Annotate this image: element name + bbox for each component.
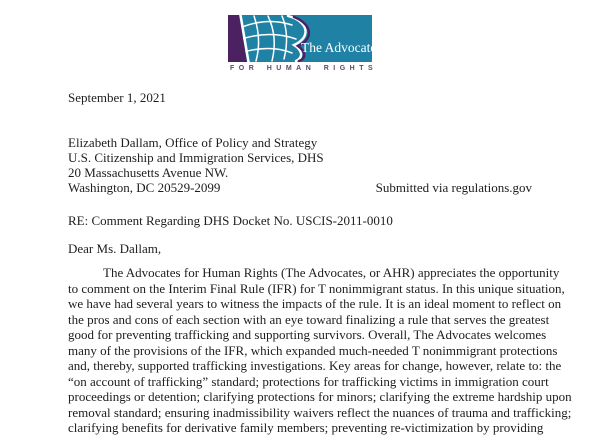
body-line: good for preventing trafficking and supporting survivors. Overall, The Advocates welcomes — [68, 327, 547, 342]
date-line: September 1, 2021 — [68, 90, 166, 105]
body-line: many of the provisions of the IFR, which expanded much-needed T nonimmigrant protections — [68, 342, 558, 358]
letter-body — [68, 265, 572, 436]
recipient-line: 20 Massachusetts Avenue NW. — [68, 165, 229, 180]
body-line: we have had several years to witness the impacts of the rule. It is an ideal moment to reflect on — [68, 296, 562, 311]
submission-note: Submitted via regulations.gov — [375, 180, 532, 195]
body-line: The Advocates for Human Rights (The Advocates, or AHR) appreciates the opportunity — [103, 265, 560, 280]
salutation: Dear Ms. Dallam, — [68, 241, 162, 256]
org-logo — [228, 15, 382, 72]
body-line: proceedings or detention; clarifying protections for minors; clarifying the extreme hardship upon — [68, 389, 572, 404]
body-line: “on account of trafficking” standard; protections for trafficking victims in immigration court — [68, 373, 549, 389]
body-line: to comment on the Interim Final Rule (IFR) for T nonimmigrant status. In this unique situation, — [68, 280, 565, 296]
body-line: the pros and cons of each section with an eye toward finalizing a rule that serves the greatest — [68, 311, 550, 327]
logo-wordmark: The Advocates — [301, 40, 382, 55]
logo-tagline: FOR HUMAN RIGHTS — [230, 65, 378, 72]
recipient-line: Washington, DC 20529-2099 — [68, 180, 221, 195]
recipient-address — [68, 135, 324, 195]
recipient-line: Elizabeth Dallam, Office of Policy and Strategy — [68, 135, 318, 150]
body-line: and, thereby, supported trafficking investigations. Key areas for change, however, relate to: the — [68, 358, 562, 373]
logo-banner — [228, 15, 382, 62]
subject-line: RE: Comment Regarding DHS Docket No. USCIS-2011-0010 — [68, 213, 393, 228]
recipient-line: U.S. Citizenship and Immigration Services, DHS — [68, 150, 324, 165]
body-line: removal standard; ensuring inadmissibility waivers reflect the nuances of trauma and trafficking; — [68, 404, 572, 420]
body-line: clarifying benefits for derivative family members; preventing re-victimization by providing — [68, 420, 544, 435]
